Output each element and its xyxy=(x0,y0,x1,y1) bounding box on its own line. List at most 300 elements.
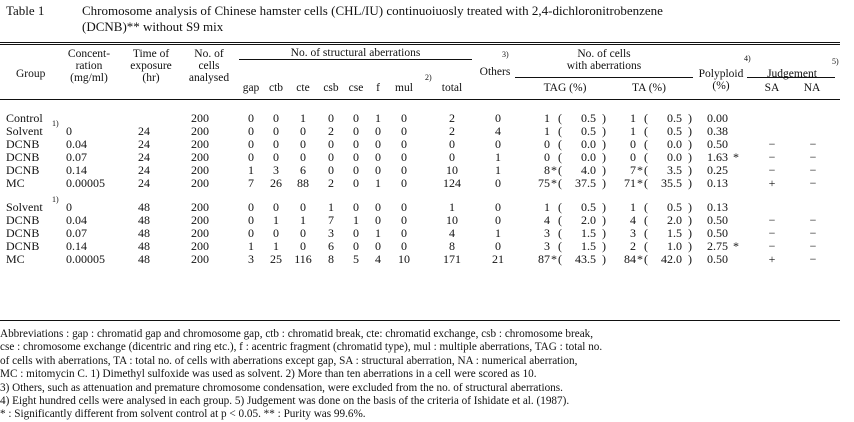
ta-percent: 0.5 xyxy=(667,111,682,125)
header-cells-analysed: No. of cells analysed xyxy=(188,48,230,84)
tag-percent: 1.5 xyxy=(581,226,596,240)
polyploid-percent: 0.13 xyxy=(707,200,728,214)
concentration: 0.04 xyxy=(66,213,87,227)
group-name: MC xyxy=(6,252,25,266)
ta-percent: 0.5 xyxy=(667,124,682,138)
aberration-ctb: 1 xyxy=(273,213,279,227)
judgement-sa: − xyxy=(768,213,776,227)
tag-count: 8 xyxy=(544,163,550,177)
tag-count: 1 xyxy=(544,124,550,138)
header-cse: cse xyxy=(348,82,364,94)
aberration-total: 0 xyxy=(449,150,455,164)
ta-count: 2 xyxy=(630,239,636,253)
cells-analysed: 200 xyxy=(191,150,209,164)
concentration: 0.14 xyxy=(66,239,87,253)
aberration-gap: 0 xyxy=(248,226,254,240)
header-concentration: Concent- ration (mg/ml) xyxy=(67,48,111,84)
judgement-na: − xyxy=(809,226,817,240)
judgement-sa: + xyxy=(768,252,776,266)
aberration-mul: 0 xyxy=(401,150,407,164)
aberration-gap: 1 xyxy=(248,163,254,177)
aberration-cte: 1 xyxy=(300,213,306,227)
aberration-csb: 7 xyxy=(328,213,334,227)
aberration-cte: 0 xyxy=(300,124,306,138)
group-name: DCNB xyxy=(6,150,40,164)
aberration-f: 1 xyxy=(375,226,381,240)
header-csb: csb xyxy=(323,82,339,94)
aberration-cte: 116 xyxy=(294,252,312,266)
header-others-note: 3) xyxy=(502,50,509,59)
tag-close-paren: ) xyxy=(602,111,606,125)
aberration-gap: 0 xyxy=(248,213,254,227)
tag-count: 3 xyxy=(544,239,550,253)
aberration-f: 0 xyxy=(375,213,381,227)
aberration-cse: 0 xyxy=(353,137,359,151)
footnotes xyxy=(0,328,840,422)
cells-analysed: 200 xyxy=(191,124,209,138)
cells-analysed: 200 xyxy=(191,252,209,266)
tag-count: 1 xyxy=(544,111,550,125)
aberration-total: 171 xyxy=(443,252,461,266)
bottom-rule xyxy=(0,320,840,321)
aberration-f: 0 xyxy=(375,200,381,214)
polyploid-sig: * xyxy=(733,239,739,253)
aberration-gap: 0 xyxy=(248,200,254,214)
with-aberrations-span-rule xyxy=(515,77,693,78)
judgement-sa: − xyxy=(768,163,776,177)
header-ctb: ctb xyxy=(268,82,284,94)
others-count: 0 xyxy=(495,137,501,151)
group-name: Solvent xyxy=(6,124,43,138)
tag-percent: 1.5 xyxy=(581,239,596,253)
group-name: MC xyxy=(6,176,25,190)
header-f: f xyxy=(376,82,380,94)
tag-close-paren: ) xyxy=(602,200,606,214)
ta-percent: 42.0 xyxy=(661,252,682,266)
group-name: Solvent xyxy=(6,200,43,214)
tag-percent: 0.0 xyxy=(581,137,596,151)
aberration-csb: 0 xyxy=(328,150,334,164)
group-name: DCNB xyxy=(6,163,40,177)
cells-analysed: 200 xyxy=(191,137,209,151)
aberration-mul: 0 xyxy=(401,137,407,151)
judgement-na: − xyxy=(809,252,817,266)
ta-sig: * xyxy=(637,163,643,177)
polyploid-percent: 0.13 xyxy=(707,176,728,190)
aberration-mul: 0 xyxy=(401,226,407,240)
ta-close-paren: ) xyxy=(688,111,692,125)
concentration: 0.07 xyxy=(66,226,87,240)
tag-open-paren: ( xyxy=(558,252,562,266)
tag-open-paren: ( xyxy=(558,150,562,164)
structural-span-rule xyxy=(239,59,472,60)
aberration-f: 1 xyxy=(375,176,381,190)
group-note: 1) xyxy=(52,119,59,128)
aberration-cte: 88 xyxy=(297,176,309,190)
tag-percent: 0.5 xyxy=(581,124,596,138)
tag-count: 3 xyxy=(544,226,550,240)
tag-percent: 0.5 xyxy=(581,200,596,214)
header-mul: mul xyxy=(395,82,413,94)
exposure-time: 24 xyxy=(138,176,150,190)
aberration-ctb: 1 xyxy=(273,239,279,253)
aberration-cse: 0 xyxy=(353,150,359,164)
footnote-line: of cells with aberrations, TA : total no. of cells with aberrations except gap, SA : structural aberration, NA : numerical aberration, xyxy=(0,354,578,367)
aberration-ctb: 3 xyxy=(273,163,279,177)
tag-sig: * xyxy=(551,163,557,177)
others-count: 1 xyxy=(495,226,501,240)
cells-analysed: 200 xyxy=(191,163,209,177)
header-gap: gap xyxy=(242,82,260,94)
exposure-time: 24 xyxy=(138,124,150,138)
ta-close-paren: ) xyxy=(688,200,692,214)
cells-analysed: 200 xyxy=(191,176,209,190)
aberration-mul: 0 xyxy=(401,200,407,214)
ta-close-paren: ) xyxy=(688,163,692,177)
table-caption-line1: Chromosome analysis of Chinese hamster cells (CHL/IU) continuoiuosly treated with 2,4-dichloronitrobenzene xyxy=(82,3,663,18)
ta-count: 4 xyxy=(630,213,636,227)
ta-sig: * xyxy=(637,176,643,190)
aberration-gap: 3 xyxy=(248,252,254,266)
ta-open-paren: ( xyxy=(644,226,648,240)
ta-close-paren: ) xyxy=(688,239,692,253)
aberration-ctb: 0 xyxy=(273,226,279,240)
aberration-csb: 0 xyxy=(328,163,334,177)
judgement-sa: − xyxy=(768,239,776,253)
aberration-csb: 8 xyxy=(328,252,334,266)
aberration-csb: 1 xyxy=(328,200,334,214)
aberration-total: 2 xyxy=(449,124,455,138)
tag-count: 0 xyxy=(544,137,550,151)
aberration-ctb: 0 xyxy=(273,137,279,151)
ta-percent: 1.0 xyxy=(667,239,682,253)
others-count: 1 xyxy=(495,163,501,177)
aberration-total: 0 xyxy=(449,137,455,151)
exposure-time: 24 xyxy=(138,163,150,177)
judgement-sa: + xyxy=(768,176,776,190)
ta-open-paren: ( xyxy=(644,150,648,164)
ta-percent: 3.5 xyxy=(667,163,682,177)
cells-analysed: 200 xyxy=(191,213,209,227)
ta-count: 0 xyxy=(630,150,636,164)
ta-count: 1 xyxy=(630,111,636,125)
others-count: 0 xyxy=(495,213,501,227)
others-count: 0 xyxy=(495,111,501,125)
aberration-csb: 3 xyxy=(328,226,334,240)
aberration-total: 4 xyxy=(449,226,455,240)
polyploid-percent: 0.50 xyxy=(707,137,728,151)
aberration-csb: 2 xyxy=(328,124,334,138)
tag-open-paren: ( xyxy=(558,200,562,214)
tag-count: 0 xyxy=(544,150,550,164)
aberration-mul: 0 xyxy=(401,111,407,125)
exposure-time: 48 xyxy=(138,252,150,266)
tag-sig: * xyxy=(551,176,557,190)
aberration-total: 2 xyxy=(449,111,455,125)
ta-percent: 0.5 xyxy=(667,200,682,214)
ta-open-paren: ( xyxy=(644,213,648,227)
concentration: 0.07 xyxy=(66,150,87,164)
aberration-total: 10 xyxy=(446,163,458,177)
others-count: 4 xyxy=(495,124,501,138)
ta-count: 1 xyxy=(630,200,636,214)
tag-open-paren: ( xyxy=(558,226,562,240)
tag-close-paren: ) xyxy=(602,124,606,138)
group-name: DCNB xyxy=(6,226,40,240)
aberration-mul: 0 xyxy=(401,163,407,177)
aberration-mul: 0 xyxy=(401,239,407,253)
aberration-f: 1 xyxy=(375,111,381,125)
polyploid-percent: 1.63 xyxy=(707,150,728,164)
concentration: 0 xyxy=(66,124,72,138)
aberration-cse: 0 xyxy=(353,226,359,240)
header-mul-note: 2) xyxy=(425,73,432,82)
header-group: Group xyxy=(16,68,46,80)
tag-percent: 4.0 xyxy=(581,163,596,177)
tag-count: 75 xyxy=(538,176,550,190)
ta-count: 7 xyxy=(630,163,636,177)
ta-close-paren: ) xyxy=(688,252,692,266)
concentration: 0.00005 xyxy=(66,176,105,190)
aberration-gap: 0 xyxy=(248,150,254,164)
header-polyploid: Polyploid (%) xyxy=(698,68,744,92)
tag-percent: 0.0 xyxy=(581,150,596,164)
ta-open-paren: ( xyxy=(644,137,648,151)
aberration-f: 0 xyxy=(375,124,381,138)
aberration-mul: 10 xyxy=(398,252,410,266)
concentration: 0.14 xyxy=(66,163,87,177)
ta-count: 0 xyxy=(630,137,636,151)
aberration-cse: 0 xyxy=(353,163,359,177)
aberration-csb: 0 xyxy=(328,111,334,125)
tag-count: 4 xyxy=(544,213,550,227)
tag-open-paren: ( xyxy=(558,239,562,253)
ta-open-paren: ( xyxy=(644,176,648,190)
group-name: DCNB xyxy=(6,137,40,151)
aberration-gap: 7 xyxy=(248,176,254,190)
aberration-total: 10 xyxy=(446,213,458,227)
tag-close-paren: ) xyxy=(602,252,606,266)
tag-close-paren: ) xyxy=(602,226,606,240)
footnote-line: MC : mitomycin C. 1) Dimethyl sulfoxide was used as solvent. 2) More than ten aberrations in a cell were scored as 10. xyxy=(0,368,537,381)
aberration-f: 0 xyxy=(375,239,381,253)
aberration-csb: 0 xyxy=(328,137,334,151)
aberration-cse: 1 xyxy=(353,213,359,227)
polyploid-percent: 0.50 xyxy=(707,226,728,240)
aberration-f: 4 xyxy=(375,252,381,266)
tag-percent: 37.5 xyxy=(575,176,596,190)
cells-analysed: 200 xyxy=(191,239,209,253)
aberration-total: 1 xyxy=(449,200,455,214)
aberration-cte: 0 xyxy=(300,239,306,253)
group-name: DCNB xyxy=(6,213,40,227)
footnote-line: cse : chromosome exchange (dicentric and ring etc.), f : acentric fragment (chromatid type), mul : multiple aberrations, TAG : total no. xyxy=(0,341,603,354)
header-cte: cte xyxy=(296,82,310,94)
others-count: 1 xyxy=(495,150,501,164)
ta-close-paren: ) xyxy=(688,176,692,190)
aberration-gap: 1 xyxy=(248,239,254,253)
group-name: DCNB xyxy=(6,239,40,253)
exposure-time: 48 xyxy=(138,200,150,214)
ta-open-paren: ( xyxy=(644,163,648,177)
footnote-line: 3) Others, such as attenuation and premature chromosome condensation, were excluded from the no. of structural aberrations. xyxy=(0,381,563,394)
ta-sig: * xyxy=(637,252,643,266)
ta-percent: 35.5 xyxy=(661,176,682,190)
aberration-ctb: 25 xyxy=(270,252,282,266)
exposure-time: 48 xyxy=(138,226,150,240)
header-exposure-time: Time of exposure (hr) xyxy=(130,48,172,84)
group-name: Control xyxy=(6,111,43,125)
aberration-csb: 2 xyxy=(328,176,334,190)
judgement-na: − xyxy=(809,150,817,164)
tag-close-paren: ) xyxy=(602,137,606,151)
tag-open-paren: ( xyxy=(558,111,562,125)
header-tag: TAG (%) xyxy=(543,82,587,94)
group-note: 1) xyxy=(52,195,59,204)
aberration-gap: 0 xyxy=(248,124,254,138)
tag-close-paren: ) xyxy=(602,163,606,177)
aberration-ctb: 0 xyxy=(273,200,279,214)
aberration-cte: 0 xyxy=(300,200,306,214)
tag-open-paren: ( xyxy=(558,213,562,227)
polyploid-percent: 0.00 xyxy=(707,111,728,125)
aberration-mul: 0 xyxy=(401,213,407,227)
tag-open-paren: ( xyxy=(558,163,562,177)
aberration-gap: 0 xyxy=(248,111,254,125)
ta-count: 71 xyxy=(624,176,636,190)
tag-close-paren: ) xyxy=(602,150,606,164)
header-total: total xyxy=(441,82,463,94)
header-judgement: Judgement xyxy=(767,68,817,80)
aberration-cse: 0 xyxy=(353,124,359,138)
tag-percent: 0.5 xyxy=(581,111,596,125)
aberration-f: 0 xyxy=(375,137,381,151)
concentration: 0.04 xyxy=(66,137,87,151)
polyploid-sig: * xyxy=(733,150,739,164)
tag-percent: 2.0 xyxy=(581,213,596,227)
aberration-cse: 5 xyxy=(353,252,359,266)
tag-open-paren: ( xyxy=(558,137,562,151)
cells-analysed: 200 xyxy=(191,226,209,240)
tag-percent: 43.5 xyxy=(575,252,596,266)
aberration-gap: 0 xyxy=(248,137,254,151)
aberration-ctb: 0 xyxy=(273,111,279,125)
tag-close-paren: ) xyxy=(602,213,606,227)
header-ta: TA (%) xyxy=(632,82,666,94)
header-rule xyxy=(0,99,840,100)
aberration-cte: 6 xyxy=(300,163,306,177)
table-label: Table 1 xyxy=(6,3,45,18)
ta-count: 1 xyxy=(630,124,636,138)
judgement-na: − xyxy=(809,137,817,151)
tag-open-paren: ( xyxy=(558,176,562,190)
aberration-cse: 0 xyxy=(353,176,359,190)
others-count: 0 xyxy=(495,239,501,253)
concentration: 0 xyxy=(66,200,72,214)
aberration-mul: 0 xyxy=(401,124,407,138)
aberration-cse: 0 xyxy=(353,111,359,125)
polyploid-percent: 2.75 xyxy=(707,239,728,253)
cells-analysed: 200 xyxy=(191,200,209,214)
others-count: 21 xyxy=(492,252,504,266)
aberration-cse: 0 xyxy=(353,200,359,214)
ta-count: 84 xyxy=(624,252,636,266)
top-rule xyxy=(0,42,840,43)
table-caption-line2: (DCNB)** without S9 mix xyxy=(82,19,224,34)
tag-open-paren: ( xyxy=(558,124,562,138)
polyploid-percent: 0.50 xyxy=(707,252,728,266)
ta-close-paren: ) xyxy=(688,124,692,138)
exposure-time: 48 xyxy=(138,239,150,253)
tag-close-paren: ) xyxy=(602,176,606,190)
cells-analysed: 200 xyxy=(191,111,209,125)
aberration-cte: 0 xyxy=(300,150,306,164)
ta-open-paren: ( xyxy=(644,200,648,214)
ta-percent: 2.0 xyxy=(667,213,682,227)
concentration: 0.00005 xyxy=(66,252,105,266)
aberration-total: 8 xyxy=(449,239,455,253)
header-na: NA xyxy=(803,82,821,94)
judgement-sa: − xyxy=(768,137,776,151)
exposure-time: 24 xyxy=(138,137,150,151)
ta-open-paren: ( xyxy=(644,239,648,253)
aberration-ctb: 0 xyxy=(273,124,279,138)
tag-sig: * xyxy=(551,252,557,266)
polyploid-percent: 0.50 xyxy=(707,213,728,227)
polyploid-percent: 0.38 xyxy=(707,124,728,138)
ta-open-paren: ( xyxy=(644,124,648,138)
others-count: 0 xyxy=(495,176,501,190)
tag-count: 1 xyxy=(544,200,550,214)
judgement-na: − xyxy=(809,163,817,177)
top-rule-double xyxy=(0,44,840,45)
exposure-time: 48 xyxy=(138,213,150,227)
aberration-ctb: 0 xyxy=(273,150,279,164)
aberration-csb: 6 xyxy=(328,239,334,253)
header-others: Others xyxy=(479,66,511,78)
footnote-line: * : Significantly different from solvent control at p < 0.05. ** : Purity was 99.6%. xyxy=(0,408,366,421)
footnote-line: 4) Eight hundred cells were analysed in each group. 5) Judgement was done on the basis of the criteria of Ishidate et al. (1987). xyxy=(0,395,570,408)
judgement-sa: − xyxy=(768,150,776,164)
aberration-mul: 0 xyxy=(401,176,407,190)
ta-percent: 1.5 xyxy=(667,226,682,240)
header-structural-aberrations: No. of structural aberrations xyxy=(290,47,421,59)
header-judgement-note: 5) xyxy=(832,57,839,66)
ta-close-paren: ) xyxy=(688,137,692,151)
ta-percent: 0.0 xyxy=(667,150,682,164)
aberration-f: 0 xyxy=(375,150,381,164)
exposure-time: 24 xyxy=(138,150,150,164)
judgement-na: − xyxy=(809,239,817,253)
header-polyploid-note: 4) xyxy=(744,54,751,63)
ta-close-paren: ) xyxy=(688,150,692,164)
aberration-f: 0 xyxy=(375,163,381,177)
judgement-na: − xyxy=(809,213,817,227)
aberration-cse: 0 xyxy=(353,239,359,253)
aberration-ctb: 26 xyxy=(270,176,282,190)
ta-open-paren: ( xyxy=(644,111,648,125)
ta-close-paren: ) xyxy=(688,226,692,240)
ta-open-paren: ( xyxy=(644,252,648,266)
judgement-na: − xyxy=(809,176,817,190)
judgement-sa: − xyxy=(768,226,776,240)
header-cells-with-aberrations: No. of cells with aberrations xyxy=(566,48,642,72)
header-sa: SA xyxy=(764,82,780,94)
aberration-cte: 0 xyxy=(300,226,306,240)
aberration-total: 124 xyxy=(443,176,461,190)
ta-close-paren: ) xyxy=(688,213,692,227)
ta-percent: 0.0 xyxy=(667,137,682,151)
